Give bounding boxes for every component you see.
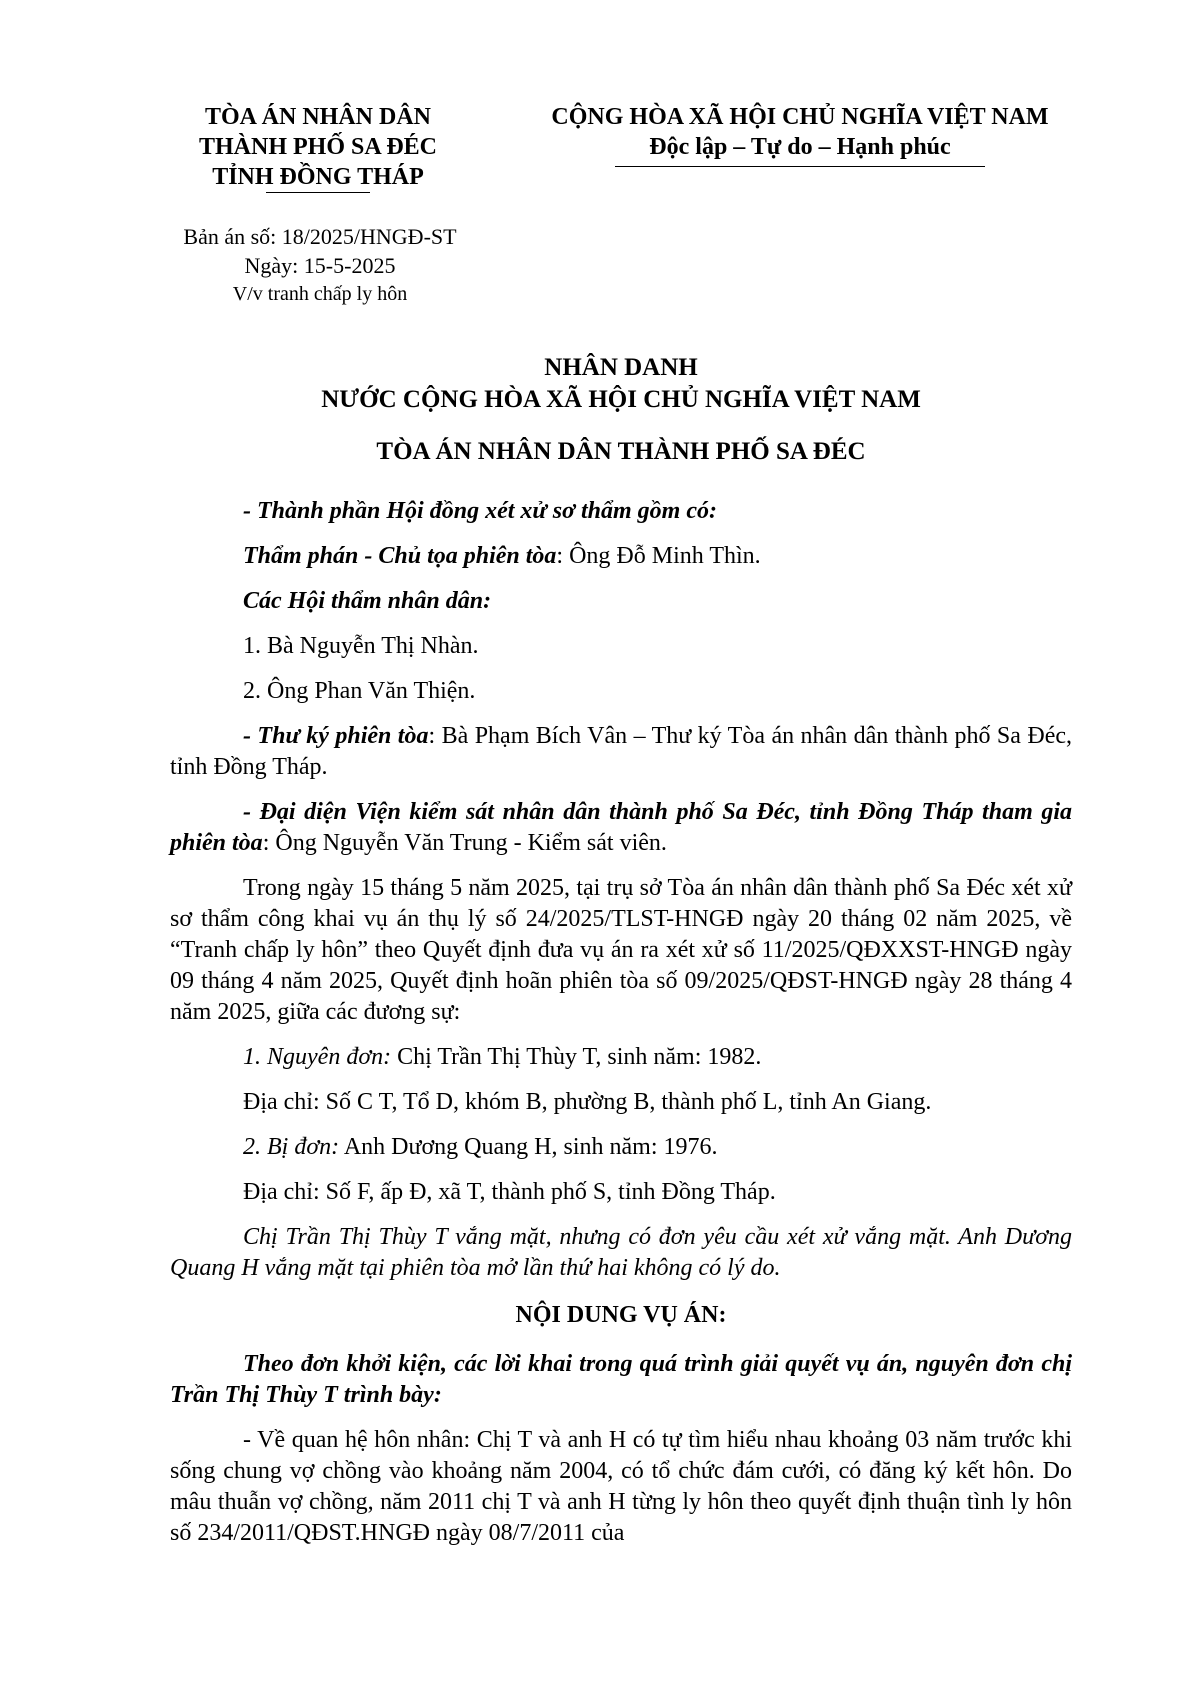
court-name-line3: TỈNH ĐỒNG THÁP [212,164,424,190]
court-header-underline [266,192,370,193]
national-title: CỘNG HÒA XÃ HỘI CHỦ NGHĨA VIỆT NAM [551,104,1049,130]
case-date: Ngày: 15-5-2025 [244,253,396,278]
juror-2: 2. Ông Phan Văn Thiện. [243,678,476,704]
procurator-label: - Đại diện Viện kiểm sát nhân dân thành phố Sa Đéc, tỉnh Đồng Tháp tham gia phiên tòa [170,799,1072,856]
document-body [170,496,1072,1563]
trial-paragraph: Trong ngày 15 tháng 5 năm 2025, tại trụ sở Tòa án nhân dân thành phố Sa Đéc xét xử sơ thẩm công khai vụ án thụ lý số 24/2025/TLST-HNGĐ ngày 20 tháng 02 năm 2025, về “Tranh chấp ly hôn” theo Quyết định đưa vụ án ra xét xử số 11/2025/QĐXXST-HNGĐ ngày 09 tháng 4 năm 2025, Quyết định hoãn phiên tòa số 09/2025/QĐST-HNGĐ ngày 28 tháng 4 năm 2025, giữa các đương sự: [170,875,1072,1025]
national-motto-underline [615,166,985,167]
national-header [520,102,1080,167]
judge-label: Thẩm phán - Chủ tọa phiên tòa [243,543,557,569]
marriage-paragraph: - Về quan hệ hôn nhân: Chị T và anh H có tự tìm hiểu nhau khoảng 03 năm trước khi sống chung vợ chồng vào khoảng năm 2004, có tổ chức đám cưới, có đăng ký kết hôn. Do mâu thuẫn vợ chồng, năm 2011 chị T và anh H từng ly hôn theo quyết định thuận tình ly hôn số 234/2011/QĐST.HNGĐ ngày 08/7/2011 của [170,1427,1072,1546]
plaintiff-line [170,1042,1072,1073]
claim-intro: Theo đơn khởi kiện, các lời khai trong quá trình giải quyết vụ án, nguyên đơn chị Trần Thị Thùy T trình bày: [170,1351,1072,1408]
defendant-label: 2. Bị đơn: [243,1134,340,1160]
title-line1: NHÂN DANH [544,354,698,381]
procurator-line [170,797,1072,859]
case-number: Bản án số: 18/2025/HNGĐ-ST [183,224,457,249]
procurator-name: : Ông Nguyễn Văn Trung - Kiểm sát viên. [262,830,667,856]
court-title: TÒA ÁN NHÂN DÂN THÀNH PHỐ SA ĐÉC [376,438,866,465]
defendant-name: Anh Dương Quang H, sinh năm: 1976. [339,1134,718,1160]
judge-line [170,541,1072,572]
defendant-address: Địa chỉ: Số F, ấp Đ, xã T, thành phố S, tỉnh Đồng Tháp. [243,1179,776,1205]
plaintiff-address: Địa chỉ: Số C T, Tổ D, khóm B, phường B, thành phố L, tỉnh An Giang. [243,1089,932,1115]
judgment-title [170,352,1072,416]
court-name-line1: TÒA ÁN NHÂN DÂN [204,104,431,130]
plaintiff-name: Chị Trần Thị Thùy T, sinh năm: 1982. [391,1044,762,1070]
panel-heading: - Thành phần Hội đồng xét xử sơ thẩm gồm có: [243,498,717,524]
court-name-line2: THÀNH PHỐ SA ĐÉC [198,134,438,160]
clerk-name: : Bà Phạm Bích Vân – Thư ký Tòa án nhân dân thành phố Sa Đéc, tỉnh Đồng Tháp. [170,723,1072,780]
national-motto: Độc lập – Tự do – Hạnh phúc [649,134,951,160]
case-subject: V/v tranh chấp ly hôn [232,283,408,305]
absence-paragraph: Chị Trần Thị Thùy T vắng mặt, nhưng có đơn yêu cầu xét xử vắng mặt. Anh Dương Quang H vắng mặt tại phiên tòa mở lần thứ hai không có lý do. [170,1224,1072,1281]
juror-1: 1. Bà Nguyễn Thị Nhàn. [243,633,479,659]
court-header [168,102,468,193]
section-title: NỘI DUNG VỤ ÁN: [515,1302,727,1328]
title-line2: NƯỚC CỘNG HÒA XÃ HỘI CHỦ NGHĨA VIỆT NAM [321,386,921,413]
clerk-line [170,721,1072,783]
case-info [160,222,480,309]
plaintiff-label: 1. Nguyên đơn: [243,1044,392,1070]
clerk-label: - Thư ký phiên tòa [243,723,429,749]
jurors-heading: Các Hội thẩm nhân dân: [243,588,492,614]
defendant-line [170,1132,1072,1163]
judge-name: : Ông Đỗ Minh Thìn. [556,543,761,569]
